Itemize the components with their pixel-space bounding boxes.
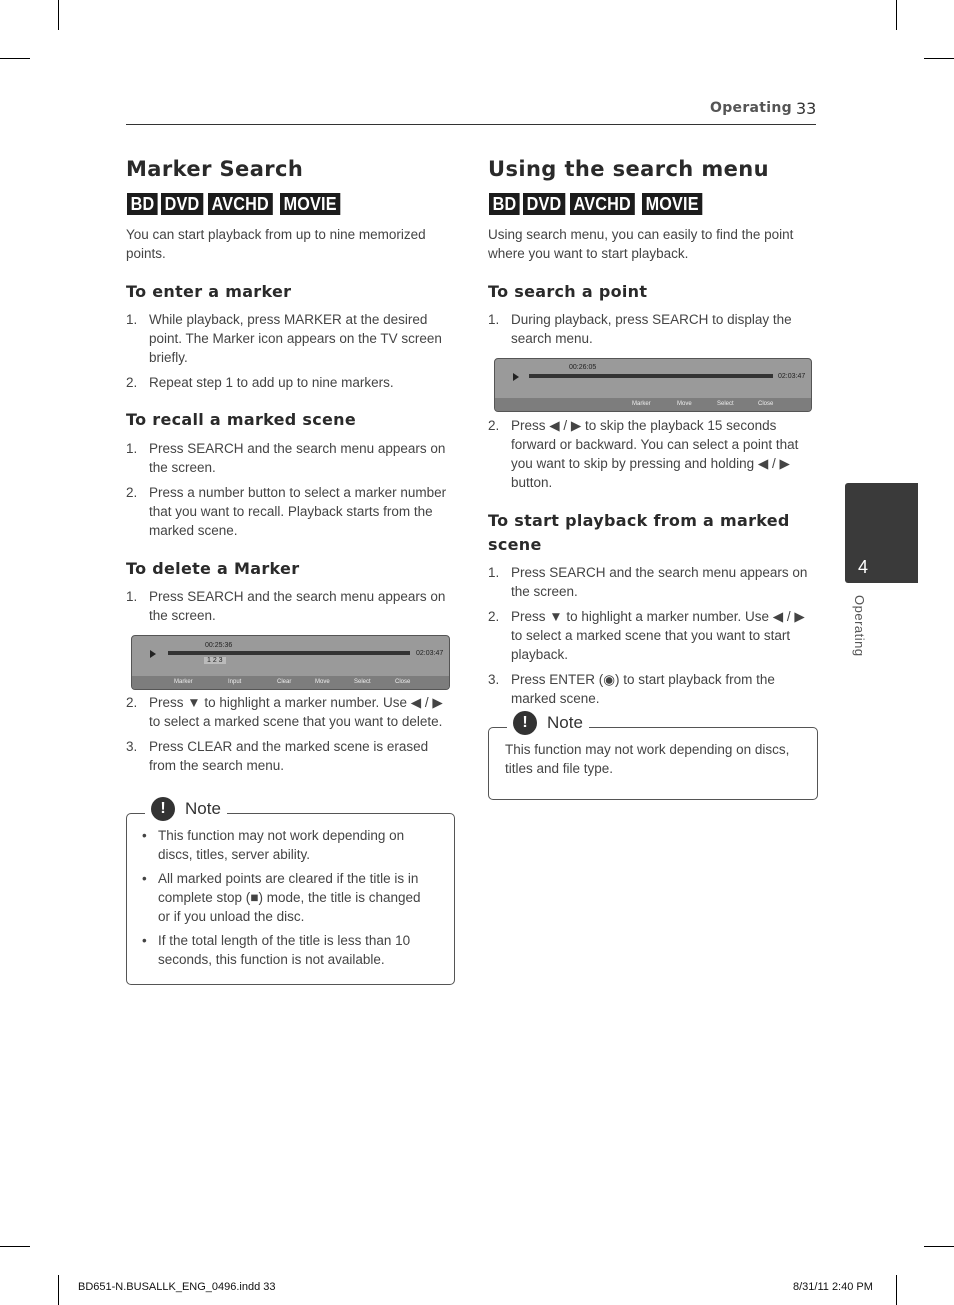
hint-input: Input <box>228 679 242 685</box>
list-item: 2. Press ▼ to highlight a marker number. Use ◀ / ▶ to select a marked scene that you want to delete. <box>126 695 443 729</box>
total-time: 02:03:47 <box>778 373 806 380</box>
crop-mark <box>58 1275 59 1305</box>
list-item: 3. Press CLEAR and the marked scene is erased from the search menu. <box>126 739 429 773</box>
control-hints <box>495 398 811 411</box>
badge-dvd: DVD <box>161 193 203 215</box>
list-item: • This function may not work depending on discs, titles, server ability. <box>142 828 405 862</box>
delete-steps-continued <box>126 693 456 781</box>
intro-paragraph: Using search menu, you can easily to find the point where you want to start playback. <box>488 227 794 261</box>
crop-mark <box>924 58 954 59</box>
hint-clear: Clear <box>277 679 292 685</box>
recall-steps <box>126 439 456 546</box>
list-item: • If the total length of the title is less than 10 seconds, this function is not available. <box>142 933 411 967</box>
header-rule <box>126 124 816 125</box>
list-item: • All marked points are cleared if the title is in complete stop (■) mode, the title is changed or if you unload the disc. <box>142 871 421 924</box>
note-bullets <box>142 826 434 974</box>
crop-mark <box>58 0 59 30</box>
start-playback-steps <box>488 563 818 714</box>
crop-mark <box>0 58 30 59</box>
delete-step-1 <box>126 587 456 631</box>
hint-close: Close <box>395 679 411 685</box>
list-item: 3. Press ENTER (◉) to start playback from the marked scene. <box>488 672 775 706</box>
marker-numbers: 1 2 3 <box>204 657 226 664</box>
search-step-1 <box>488 310 818 354</box>
badge-dvd: DVD <box>523 193 565 215</box>
chapter-tab <box>845 483 918 583</box>
list-item: 2. Repeat step 1 to add up to nine markers. <box>126 375 394 390</box>
footer-timestamp: 8/31/11 2:40 PM <box>793 1281 873 1293</box>
footer-filename: BD651-N.BUSALLK_ENG_0496.indd 33 <box>78 1281 276 1293</box>
badge-movie: MOVIE <box>642 193 702 215</box>
crop-mark <box>924 1246 954 1247</box>
section-title-search-menu: Using the search menu <box>488 157 769 181</box>
play-icon <box>150 650 156 658</box>
subheading-delete-marker: To delete a Marker <box>126 559 300 578</box>
list-item: 2. Press ◀ / ▶ to skip the playback 15 seconds forward or backward. You can select a point that you want to skip by pressing and holding ◀ / ▶ button. <box>488 418 799 490</box>
badge-bd: BD <box>127 193 158 215</box>
disc-type-badges <box>127 193 347 215</box>
disc-type-badges <box>489 193 709 215</box>
enter-marker-steps <box>126 310 456 398</box>
chapter-label: Operating <box>852 595 867 657</box>
page-number: 33 <box>796 99 817 118</box>
progress-bar <box>168 651 410 655</box>
badge-avchd: AVCHD <box>208 193 273 215</box>
hint-select: Select <box>717 401 734 407</box>
running-header: Operating <box>710 100 792 116</box>
hint-marker: Marker <box>174 679 193 685</box>
list-item: 1. During playback, press SEARCH to display the search menu. <box>488 312 792 346</box>
control-hints <box>132 676 449 689</box>
hint-move: Move <box>315 679 330 685</box>
exclamation-icon: ! <box>151 797 175 821</box>
list-item: 1. Press SEARCH and the search menu appears on the screen. <box>126 441 446 475</box>
search-menu-screenshot <box>131 635 450 690</box>
note-title: Note <box>185 799 221 818</box>
subheading-recall-scene: To recall a marked scene <box>126 410 357 429</box>
exclamation-icon: ! <box>513 711 537 735</box>
subheading-search-point: To search a point <box>488 282 648 301</box>
note-text: This function may not work depending on discs, titles and file type. <box>505 742 790 776</box>
note-header <box>507 711 589 735</box>
badge-movie: MOVIE <box>280 193 340 215</box>
hint-close: Close <box>758 401 774 407</box>
badge-avchd: AVCHD <box>570 193 635 215</box>
search-menu-screenshot <box>494 358 812 412</box>
chapter-number: 4 <box>858 557 869 577</box>
crop-mark <box>0 1246 30 1247</box>
total-time: 02:03:47 <box>416 650 444 657</box>
list-item: 1. Press SEARCH and the search menu appears on the screen. <box>488 565 808 599</box>
list-item: 2. Press ▼ to highlight a marker number. Use ◀ / ▶ to select a marked scene that you want to start playback. <box>488 609 805 662</box>
current-time: 00:25:36 <box>205 642 233 649</box>
note-header <box>145 797 227 821</box>
crop-mark <box>896 1275 897 1305</box>
search-step-2 <box>488 416 818 498</box>
hint-marker: Marker <box>632 401 651 407</box>
progress-bar <box>529 374 773 378</box>
hint-move: Move <box>677 401 692 407</box>
crop-mark <box>896 0 897 30</box>
badge-bd: BD <box>489 193 520 215</box>
subheading-enter-marker: To enter a marker <box>126 282 292 301</box>
play-icon <box>513 373 519 381</box>
list-item: 1. Press SEARCH and the search menu appears on the screen. <box>126 589 446 623</box>
note-title: Note <box>547 713 583 732</box>
current-time: 00:26:05 <box>569 364 597 371</box>
subheading-start-playback: To start playback from a marked scene <box>488 511 790 554</box>
list-item: 2. Press a number button to select a marker number that you want to recall. Playback starts from the marked scene. <box>126 485 447 538</box>
hint-select: Select <box>354 679 371 685</box>
section-title-marker-search: Marker Search <box>126 157 304 181</box>
list-item: 1. While playback, press MARKER at the desired point. The Marker icon appears on the TV screen briefly. <box>126 312 442 365</box>
intro-paragraph: You can start playback from up to nine memorized points. <box>126 227 426 261</box>
